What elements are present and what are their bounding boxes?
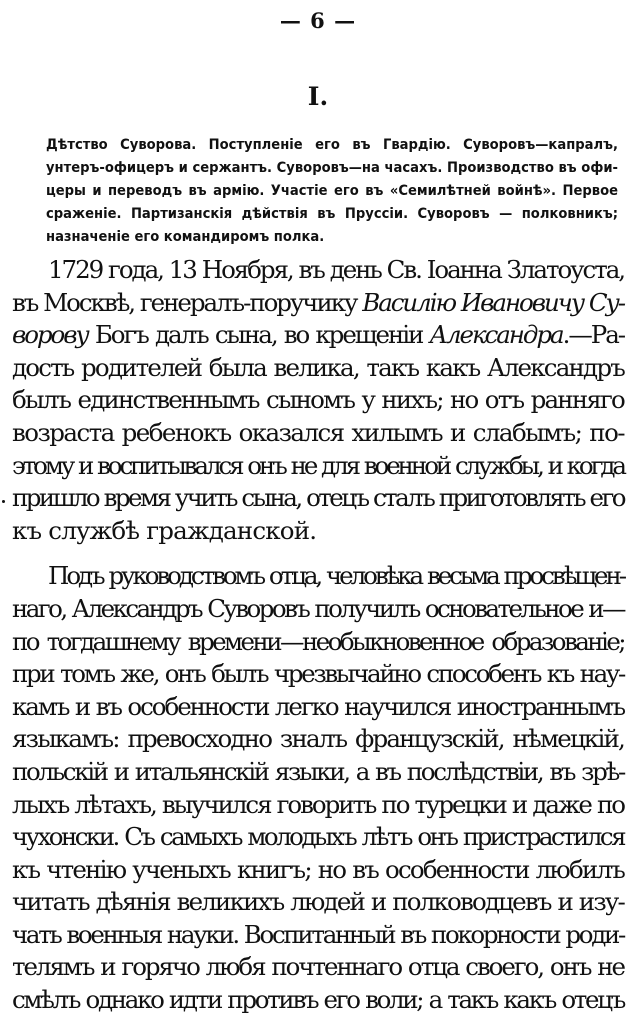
- text-line: камъ и въ особенности легко научился иностраннымъ: [12, 691, 624, 721]
- page-number: — 6 —: [279, 8, 357, 33]
- text-line: Подъ руководствомъ отца, человѣка весьма просвѣщен-: [48, 561, 624, 591]
- text-line: телямъ и горячо любя почтеннаго отца своего, онъ не: [12, 952, 624, 982]
- paragraph-gap: [12, 547, 624, 560]
- text-line: къ чтенію ученыхъ книгъ; но въ особенности любилъ: [12, 854, 624, 884]
- text-line: польскій и итальянскій языки, а въ послѣдствіи, въ зрѣ-: [12, 756, 624, 786]
- text-line: былъ единственнымъ сыномъ у нихъ; но отъ ранняго: [12, 385, 624, 415]
- text-line: чухонски. Съ самыхъ молодыхъ лѣтъ онъ пристрастился: [12, 822, 624, 852]
- text-line: при томъ же, онъ былъ чрезвычайно способенъ къ нау-: [12, 659, 624, 689]
- summary-line: церы и переводъ въ армію. Участіе его въ «Семилѣтней войнѣ». Первое: [46, 182, 618, 199]
- text-line: возраста ребенокъ оказался хилымъ и слабымъ; по-: [12, 417, 624, 447]
- summary-line: сраженіе. Партизанскія дѣйствія въ Пруссіи. Суворовъ — полковникъ;: [46, 205, 618, 222]
- text-line: по тогдашнему времени—необыкновенное образованіе;: [12, 626, 624, 656]
- name-italic: Александра: [429, 320, 563, 350]
- text-line: [12, 287, 624, 320]
- name-italic: Василію Ивановичу Су-: [362, 287, 624, 317]
- text-line: пришло время учить сына, отецъ сталъ приготовлять его: [12, 483, 624, 513]
- text-run: въ Москвѣ, генералъ-поручику: [12, 287, 363, 317]
- text-line: наго, Александръ Суворовъ получилъ основательное и—: [12, 593, 624, 623]
- text-line: дость родителей была велика, такъ какъ Александръ: [12, 352, 624, 382]
- summary-line: назначеніе его командиромъ полка.: [46, 228, 325, 245]
- summary-line: Дѣтство Суворова. Поступленіе его въ Гвардію. Суворовъ—капралъ,: [46, 136, 618, 153]
- text-run: .—Ра-: [562, 320, 624, 350]
- text-line: 1729 года, 13 Ноября, въ день Св. Іоанна Златоуста,: [48, 255, 624, 284]
- margin-mark: [2, 500, 5, 503]
- text-run: Богъ далъ сына, во крещеніи: [87, 320, 430, 350]
- name-italic: ворову: [12, 320, 88, 350]
- text-line: языкамъ: превосходно зналъ французскій, нѣмецкій,: [12, 724, 624, 754]
- text-line: [12, 319, 624, 352]
- text-line: читать дѣянія великихъ людей и полководцевъ и изу-: [12, 887, 624, 917]
- text-line: смѣлъ однако идти противъ его воли; а такъ какъ отецъ: [12, 985, 624, 1015]
- text-line: этому и воспитывался онъ не для военной службы, и когда: [12, 450, 624, 480]
- summary-line: унтеръ-офицеръ и сержантъ. Суворовъ—на часахъ. Производство въ офи-: [46, 159, 618, 176]
- chapter-summary: [46, 133, 618, 248]
- text-line: чать военныя науки. Воспитанный въ покорности роди-: [12, 919, 624, 949]
- chapter-numeral: I.: [307, 82, 329, 111]
- body-text: [12, 254, 624, 1017]
- text-line: лыхъ лѣтахъ, выучился говорить по турецки и даже по: [12, 789, 624, 819]
- text-line: къ службѣ гражданской.: [12, 515, 317, 545]
